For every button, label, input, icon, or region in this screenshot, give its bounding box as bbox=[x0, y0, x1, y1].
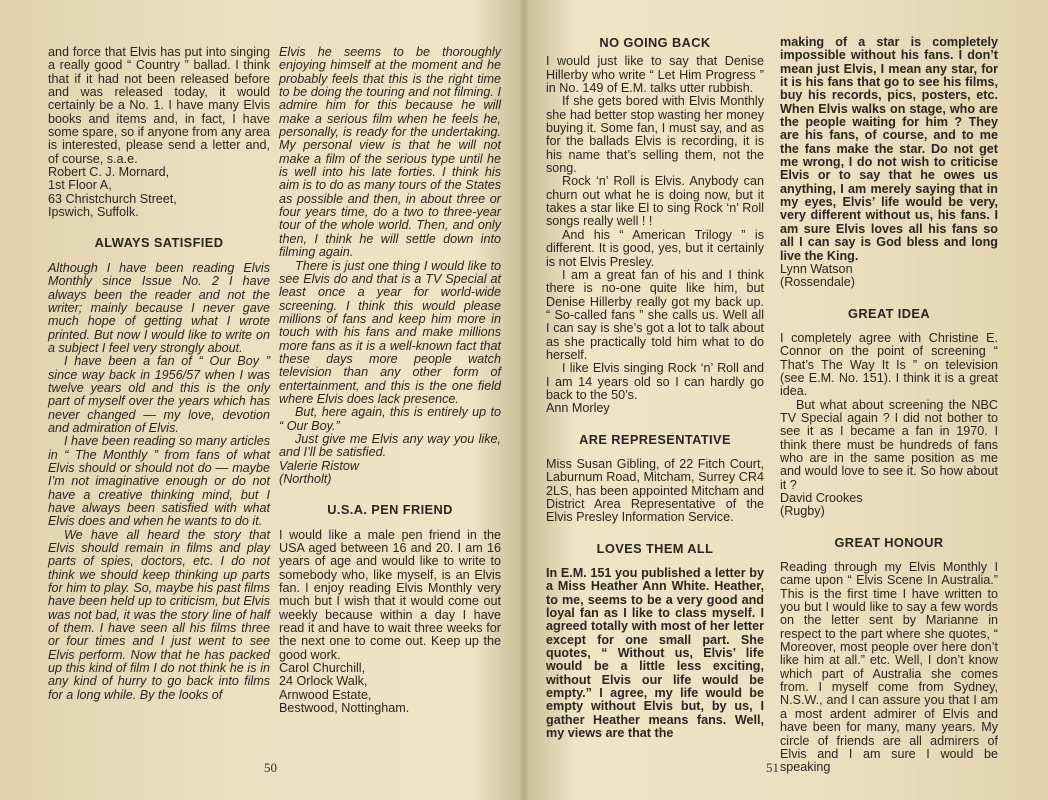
letter-paragraph: But what about screening the NBC TV Special again ? I did not bother to see it as I became a fan in 1970. I think there must be hundreds of fans who are in the same position as me and would love to see it. So how about it ? bbox=[780, 397, 998, 492]
letter-paragraph: making of a star is completely impossible without his fans. I don’t mean just Elvis, I mean any star, for it is his fans that go to see his films, buy his records, pics, posters, etc. When Elvis walks on stage, who are the people waiting for him ? They are his fans, of course, and to me the fans make the star. Do not get me wrong, I do not wish to criticise Elvis or to say that he owes us anything, I am merely saying that in my eyes, Elvis’ life would be very, very different without us, his fans. I am sure Elvis loves all his fans so all I can say is God bless and long live the King. bbox=[780, 35, 998, 263]
signature-address: Ipswich, Suffolk. bbox=[48, 205, 139, 220]
page-number-left: 50 bbox=[264, 760, 277, 775]
section-heading: U.S.A. PEN FRIEND bbox=[327, 502, 453, 518]
left-page-column-2 bbox=[279, 46, 501, 716]
signature-name: David Crookes bbox=[780, 491, 863, 505]
signature-place: (Rossendale) bbox=[780, 275, 855, 290]
letter-paragraph: I would like a male pen friend in the USA aged between 16 and 20. I am 16 years of age and would like to write to somebody who, like myself, is an Elvis fan. I enjoy reading Elvis Monthly very much but I wish that it would come out weekly because within a day I have read it and have to wait three weeks for the next one to come out. Keep up the good work. bbox=[279, 527, 501, 662]
letter-paragraph: Miss Susan Gibling, of 22 Fitch Court, Laburnum Road, Mitcham, Surrey CR4 2LS, has been appointed Mitcham and District Area Representative of the Elvis Presley Information Service. bbox=[546, 456, 764, 525]
signature-name: Lynn Watson bbox=[780, 261, 853, 276]
letter-paragraph: I completely agree with Christine E. Connor on the point of screening “ That’s The Way It Is ” on television (see E.M. No. 151). I think it is a great idea. bbox=[780, 330, 998, 399]
letter-paragraph: If she gets bored with Elvis Monthly she had better stop wasting her money buying it. Some fan, I must say, and as for the ballads Elvis is recording, it is his name that’s selling them, not the song. bbox=[546, 94, 764, 176]
signature-name: Valerie Ristow bbox=[279, 458, 360, 473]
letter-paragraph: I have been a fan of “ Our Boy ” since way back in 1956/57 when I was twelve years old and this is the only part of myself over the years which has never changed — my love, devotion and admiration of Elvis. bbox=[48, 354, 270, 435]
section-heading: ARE REPRESENTATIVE bbox=[579, 431, 731, 447]
signature-place: (Rugby) bbox=[780, 504, 825, 519]
signature-address: 24 Orlock Walk, bbox=[279, 674, 368, 689]
signature-name: Robert C. J. Mornard, bbox=[48, 165, 170, 180]
letter-paragraph: I like Elvis singing Rock ‘n’ Roll and I am 14 years old so I can hardly go back to the 50’s. bbox=[546, 361, 764, 402]
section-heading: GREAT IDEA bbox=[848, 305, 930, 321]
signature-place: (Northolt) bbox=[279, 472, 332, 486]
letter-paragraph: I am a great fan of his and I think there is no-one quite like him, but Denise Hillerby really got my back up. “ So-called fans ” she calls us. Well all I can say is she’s got a lot to talk about as she practically told him what to do herself. bbox=[546, 267, 764, 362]
signature-address: 63 Christchurch Street, bbox=[48, 191, 177, 206]
right-page-column-1 bbox=[546, 35, 764, 741]
signature-address: 1st Floor A, bbox=[48, 178, 112, 193]
letter-paragraph: There is just one thing I would like to see Elvis do and that is a TV Special at least once a year for world-wide screening. I think this would please millions of fans and keep him more in touch with his fans and make millions more fans as it is a well-known fact that these days more people watch television than any other form of entertainment, and this is the one field where Elvis does lack presence. bbox=[279, 258, 501, 406]
letter-paragraph: In E.M. 151 you published a letter by a Miss Heather Ann White. Heather, to me, seems to be a very good and loyal fan as I like to class myself. I agreed totally with most of her letter except for one small part. She quotes, “ Without us, Elvis’ life would be a little less exciting, without Elvis our life would be empty.” I agree, my life would be empty without Elvis but, by us, I gather Heather means fans. Well, my views are that the bbox=[546, 566, 764, 741]
letter-paragraph: And his “ American Trilogy ” is different. It is good, yes, but it certainly is not Elvis Presley. bbox=[546, 227, 764, 269]
left-page-column-1 bbox=[48, 46, 270, 702]
page-number-right: 51 bbox=[766, 760, 779, 775]
letter-paragraph: Rock ‘n’ Roll is Elvis. Anybody can churn out what he is doing now, but it takes a star like El to sing Rock ‘n’ Roll songs really well ! ! bbox=[546, 174, 764, 229]
signature-address: Arnwood Estate, bbox=[279, 687, 372, 702]
signature-name: Carol Churchill, bbox=[279, 661, 366, 676]
section-heading: NO GOING BACK bbox=[599, 35, 711, 50]
signature-name: Ann Morley bbox=[546, 401, 610, 416]
letter-continuation: and force that Elvis has put into singing a really good “ Country ” ballad. I think that if it had not been released before and was released today, it would certainly be a No. 1. I have many Elvis books and items and, in fact, I have some spare, so if anyone from any area is interested, please send a letter and, of course, s.a.e. bbox=[48, 45, 270, 166]
section-heading: GREAT HONOUR bbox=[834, 534, 944, 550]
letter-paragraph: But, here again, this is entirely up to “ Our Boy.” bbox=[279, 405, 501, 433]
right-page-column-2 bbox=[780, 36, 998, 775]
section-heading: ALWAYS SATISFIED bbox=[94, 235, 224, 251]
letter-paragraph: We have all heard the story that Elvis should remain in films and play parts of spies, doctors, etc. I do not think we should keep thinking up parts for him to play. So, maybe his past films have been held up to criticism, but Elvis was not bad, it was the story line of half of them. I have seen all his films three or four times and I just went to see Elvis perform. Now that he has packed up this kind of film I do not think he is in any kind of hurry to go back into films for a long while. By the looks of bbox=[48, 527, 270, 702]
letter-paragraph: Although I have been reading Elvis Monthly since Issue No. 2 I have always been the reader and not the writer; mainly because I never gave much hope of getting what I wrote printed. But now I would like to write on a subject I feel very strongly about. bbox=[48, 260, 270, 355]
letter-paragraph: Reading through my Elvis Monthly I came upon “ Elvis Scene In Australia.” This is the first time I have written to you but I would like to say a few words on the letter sent by Marianne in respect to the part where she quotes, “ Moreover, most people over here don’t like him at all.” etc. Well, I don’t know which part of Australia she comes from. I myself come from Sydney, N.S.W., and I can assure you that I am a most ardent admirer of Elvis and have been for many, many years. My circle of friends are all admirers of Elvis and I am sure I would be speaking bbox=[780, 560, 998, 775]
section-heading: LOVES THEM ALL bbox=[596, 540, 714, 556]
letter-paragraph: Just give me Elvis any way you like, and I’ll be satisfied. bbox=[279, 431, 501, 460]
letter-paragraph: I would just like to say that Denise Hillerby who write “ Let Him Progress ” in No. 149 of E.M. talks utter rubbish. bbox=[546, 54, 764, 96]
letter-paragraph: I have been reading so many articles in “ The Monthly ” from fans of what Elvis should or should not do — maybe I’m not imaginative enough or do not have a creative thinking mind, but I have always been satisfied with what Elvis does and when he wants to do it. bbox=[48, 434, 270, 529]
letter-paragraph: Elvis he seems to be thoroughly enjoying himself at the moment and he probably feels that this is the right time to be doing the touring and not filming. I admire him for this because he will make a serious film when he feels he, personally, is ready for the undertaking. My personal view is that he will not make a film of the serious type until he is well into his late forties. I think his aim is to do as many tours of the States as possible and then, in about three or four years time, do a two to three-year tour of the whole world. Then, and only then, I think he will settle down into filming again. bbox=[279, 45, 501, 260]
signature-address: Bestwood, Nottingham. bbox=[279, 701, 410, 716]
